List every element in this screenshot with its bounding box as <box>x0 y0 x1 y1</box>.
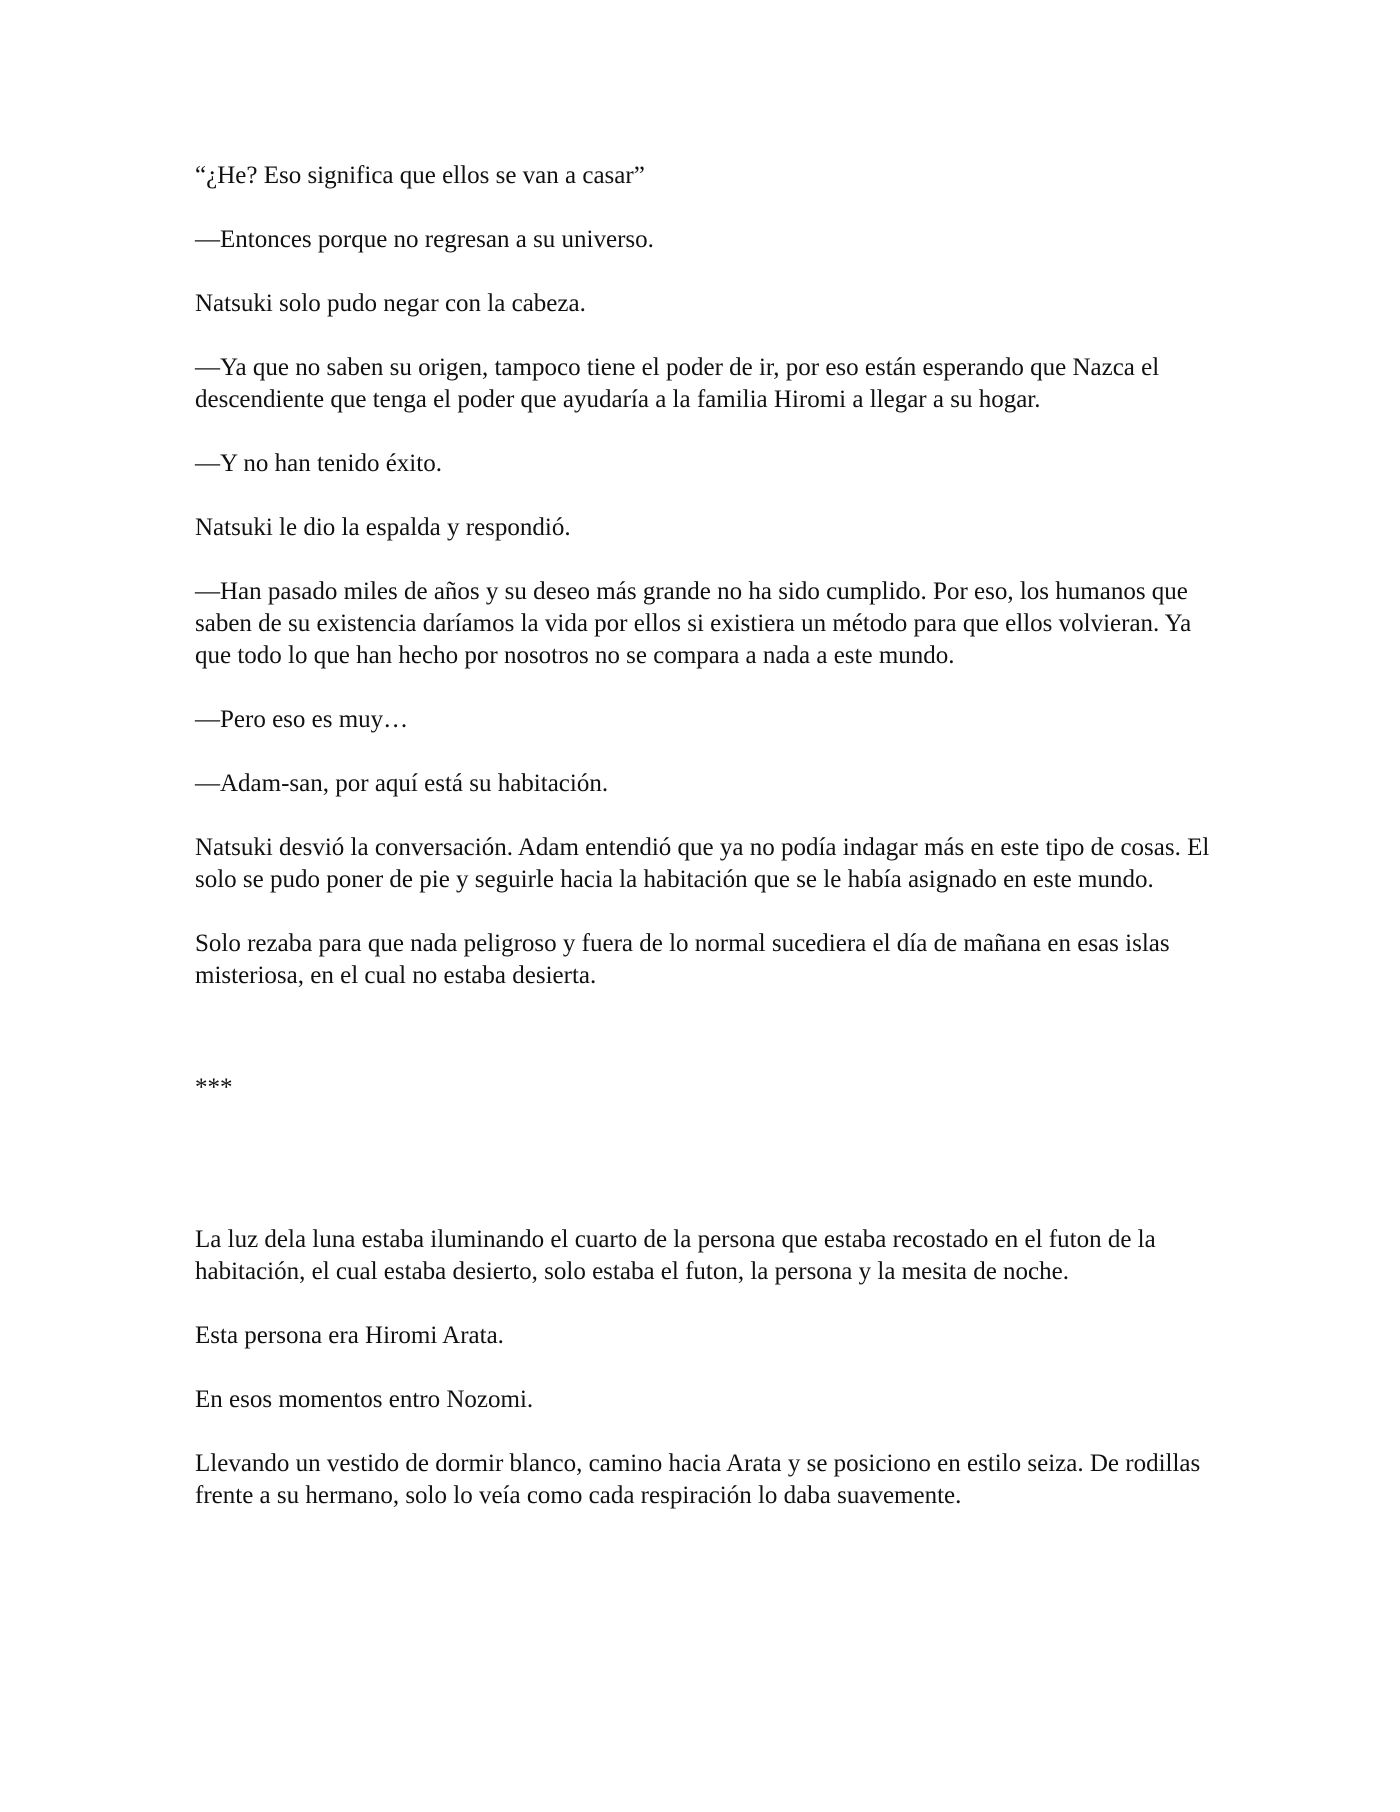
paragraph: La luz dela luna estaba iluminando el cuarto de la persona que estaba recostado en el futon de la habitación, el cual estaba desierto, solo estaba el futon, la persona y la mesita de noche. <box>195 1226 1156 1285</box>
paragraph: Natsuki solo pudo negar con la cabeza. <box>195 290 586 317</box>
paragraph: Natsuki desvió la conversación. Adam entendió que ya no podía indagar más en este tipo de cosas. El solo se pudo poner de pie y seguirle hacia la habitación que se le había asignado en este mundo. <box>195 834 1210 893</box>
paragraph: Esta persona era Hiromi Arata. <box>195 1322 504 1349</box>
paragraph: —Pero eso es muy… <box>195 706 409 733</box>
document-body <box>195 160 1225 1544</box>
paragraph: “¿He? Eso significa que ellos se van a casar” <box>195 162 645 189</box>
paragraph: Solo rezaba para que nada peligroso y fuera de lo normal sucediera el día de mañana en esas islas misteriosa, en el cual no estaba desierta. <box>195 930 1170 989</box>
paragraph: —Han pasado miles de años y su deseo más grande no ha sido cumplido. Por eso, los humanos que saben de su existencia daríamos la vida por ellos si existiera un método para que ellos volvieran. Ya que todo lo que han hecho por nosotros no se compara a nada a este mundo. <box>195 578 1192 669</box>
scene-separator: *** <box>195 1074 233 1101</box>
paragraph: —Adam-san, por aquí está su habitación. <box>195 770 609 797</box>
paragraph: Natsuki le dio la espalda y respondió. <box>195 514 571 541</box>
paragraph: —Ya que no saben su origen, tampoco tiene el poder de ir, por eso están esperando que Nazca el descendiente que tenga el poder que ayudaría a la familia Hiromi a llegar a su hogar. <box>195 354 1160 413</box>
paragraph: Llevando un vestido de dormir blanco, camino hacia Arata y se posiciono en estilo seiza. De rodillas frente a su hermano, solo lo veía como cada respiración lo daba suavemente. <box>195 1450 1201 1509</box>
paragraph: —Entonces porque no regresan a su universo. <box>195 226 654 253</box>
paragraph: En esos momentos entro Nozomi. <box>195 1386 534 1413</box>
paragraph: —Y no han tenido éxito. <box>195 450 442 477</box>
